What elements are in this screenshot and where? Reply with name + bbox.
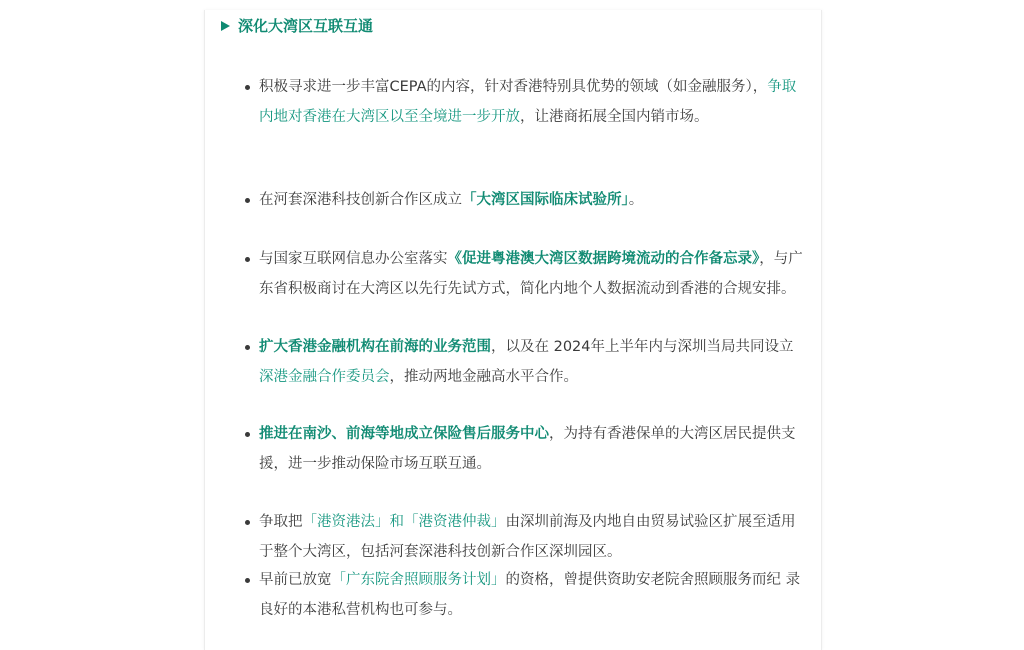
- list-item: [259, 245, 807, 304]
- list-item: [259, 73, 807, 132]
- item-highlight: 扩大香港金融机构在前海的业务范围: [259, 339, 491, 355]
- list-item: [259, 333, 807, 392]
- item-highlight: 「大湾区国际临床试验所」: [462, 192, 629, 208]
- item-text: 。: [628, 192, 644, 208]
- section-heading-text: 深化大湾区互联互通: [238, 17, 374, 35]
- item-highlight: 「广东院舍照顾服务计划」: [331, 572, 506, 588]
- item-text: ，推动两地金融高水平合作。: [389, 368, 578, 385]
- item-highlight: 《促进粤港澳大湾区数据跨境流动的合作备忘录》: [447, 251, 760, 267]
- item-text: 在河套深港科技创新合作区成立: [259, 192, 462, 208]
- item-text: 与国家互联网信息办公室落实: [259, 251, 448, 267]
- list-item: [259, 186, 807, 216]
- item-text: 由深圳前海及内地自由贸易试验区扩展至适用于整个大湾区，包括河套深港科技创新合作区深圳园区。: [259, 514, 796, 560]
- item-highlight: 「港资港法」和「港资港仲裁」: [302, 514, 506, 530]
- content-card: [204, 10, 822, 650]
- item-text: ，与广东省积极商讨在大湾区以先行先试方式，简化内地个人数据流动到香港的合规安排。: [259, 251, 803, 297]
- list-item: [259, 566, 807, 625]
- item-text: ，为持有香港保单的大湾区居民提供支援，进一步推动保险市场互联互通。: [259, 426, 796, 472]
- item-highlight: 深港金融合作委员会: [259, 368, 390, 385]
- triangle-right-icon: [221, 21, 230, 31]
- list-item: [259, 420, 807, 479]
- item-highlight: 争取内地对香港在大湾区以至全境进一步开放: [259, 79, 797, 125]
- item-text: ，让港商拓展全国内销市场。: [520, 108, 709, 125]
- item-text: 争取把: [259, 514, 303, 530]
- item-text: 积极寻求进一步丰富CEPA的内容，针对香港特别具优势的领域（如金融服务），: [259, 79, 768, 95]
- item-highlight: 推进在南沙、前海等地成立保险售后服务中心: [259, 426, 549, 442]
- list-item: [259, 508, 807, 567]
- item-text: 的资格，曾提供资助安老院舍照顾服务而纪 录良好的本港私营机构也可参与。: [259, 572, 801, 618]
- item-text: ，以及在 2024年上半年内与深圳当局共同设立: [491, 339, 794, 355]
- section-heading[interactable]: [221, 16, 373, 36]
- item-text: 早前已放宽: [259, 572, 332, 588]
